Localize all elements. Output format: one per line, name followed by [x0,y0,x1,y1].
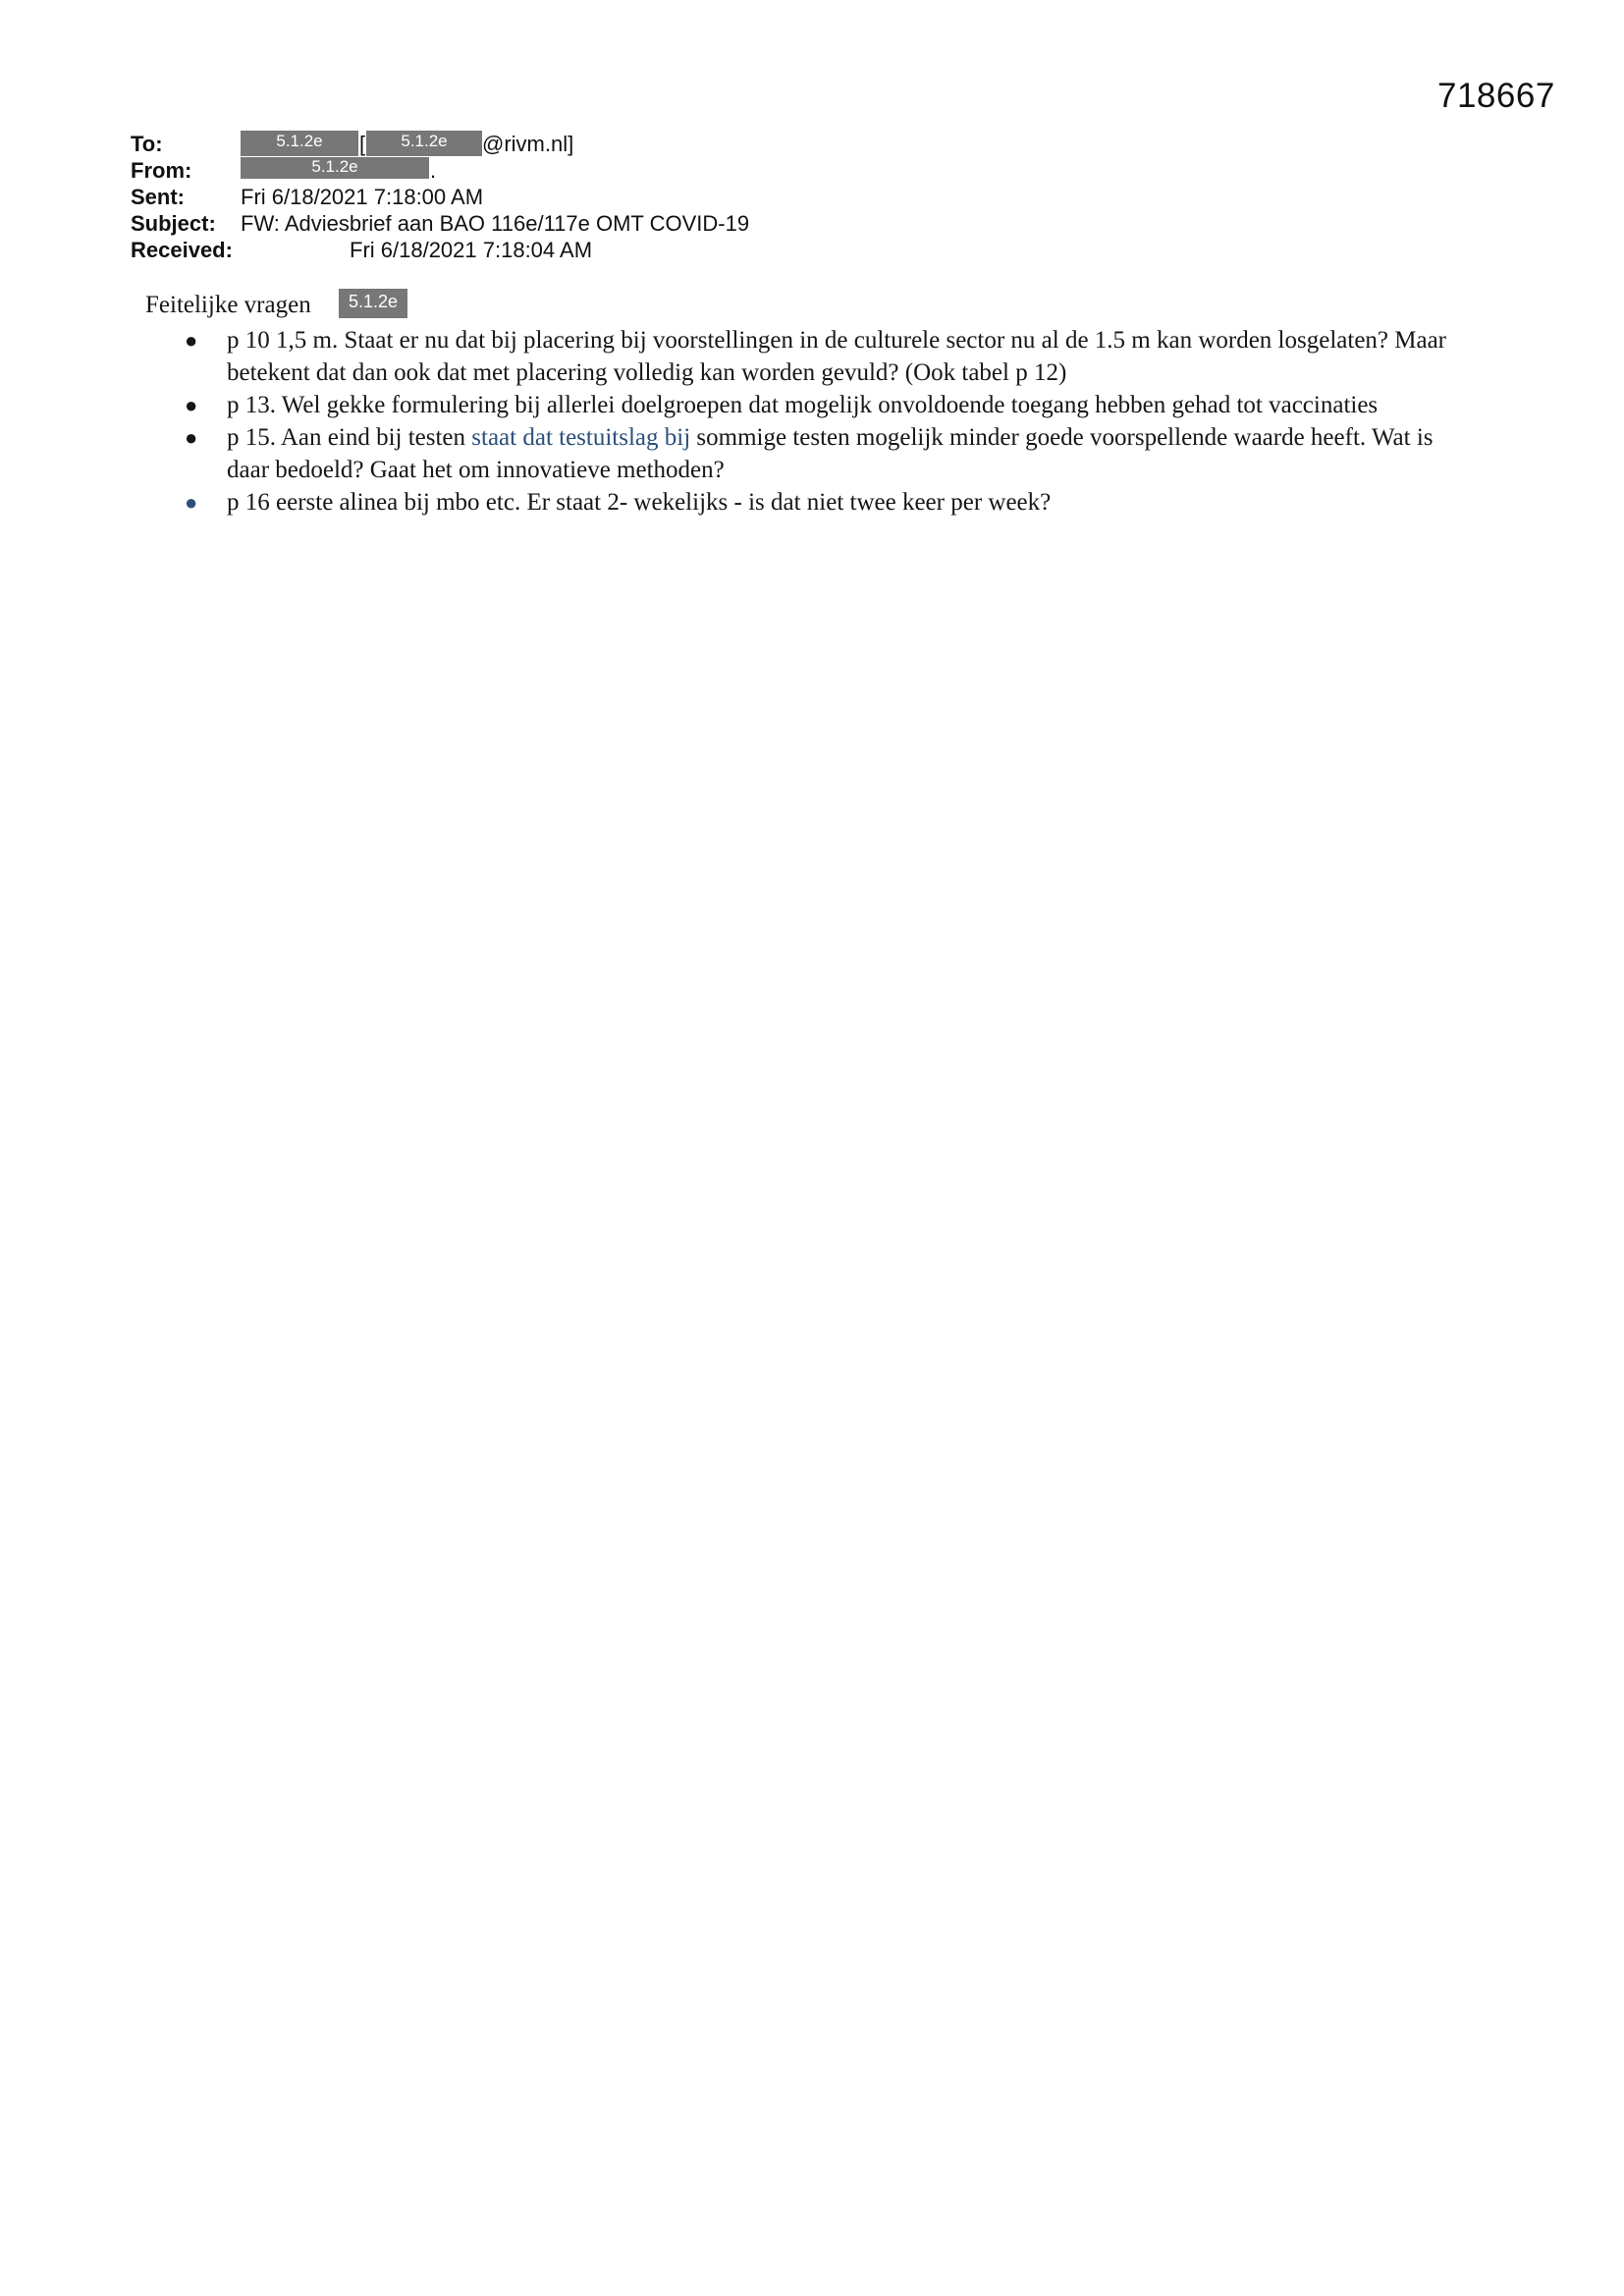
subject-row [131,210,1112,237]
to-redaction-1: 5.1.2e [241,131,358,156]
question-text: p 13. Wel gekke formulering bij allerlei doelgroepen dat mogelijk onvoldoende toegang hebben gehad tot vaccinaties [227,392,1379,418]
email-header [131,131,1112,263]
list-item [145,421,1481,486]
list-item [145,486,1481,519]
question-text: p 10 1,5 m. Staat er nu dat bij placering bij voorstellingen in de culturele sector nu al de 1.5 m kan worden losgelaten? Maar betekent dat dan ook dat met placering volledig kan worden gevuld? (Ook tabel p 12) [227,327,1447,386]
email-body [145,289,1481,519]
received-value: Fri 6/18/2021 7:18:04 AM [350,238,593,262]
bullet-icon: ● [185,328,198,353]
document-number: 718667 [1437,77,1555,115]
intro-redaction: 5.1.2e [339,289,407,318]
intro-line [145,289,1481,324]
sent-label: Sent: [131,185,185,209]
to-bracket: [ [359,132,366,156]
from-label: From: [131,158,192,183]
question-text: p 16 eerste alinea bij mbo etc. Er staat 2- wekelijks - is dat niet twee keer per week? [227,489,1052,516]
sent-row [131,184,1112,210]
to-email-suffix: @rivm.nl] [482,132,574,156]
list-item [145,324,1481,389]
to-row [131,131,1112,157]
bullet-icon: ● [185,425,198,450]
intro-text: Feitelijke vragen [145,292,311,318]
question-list [145,324,1481,519]
bullet-icon: ● [185,490,198,515]
received-label: Received: [131,238,233,262]
received-row [131,237,1112,263]
sent-value: Fri 6/18/2021 7:18:00 AM [241,185,484,209]
from-redaction: 5.1.2e [241,157,429,179]
subject-label: Subject: [131,211,216,236]
to-redaction-2: 5.1.2e [366,131,482,156]
bullet-icon: ● [185,393,198,417]
list-item [145,389,1481,421]
question-text-before: p 15. Aan eind bij testen [227,424,472,451]
highlighted-phrase: staat dat testuitslag bij [471,424,691,451]
from-suffix: . [430,158,437,183]
from-row [131,157,1112,184]
subject-value: FW: Adviesbrief aan BAO 116e/117e OMT COVID-19 [241,211,750,236]
question-text-after: sommige testen mogelijk minder goede voorspellende waarde heeft. Wat is daar bedoeld? Gaat het om innovatieve methoden? [227,424,1434,483]
to-label: To: [131,132,163,156]
